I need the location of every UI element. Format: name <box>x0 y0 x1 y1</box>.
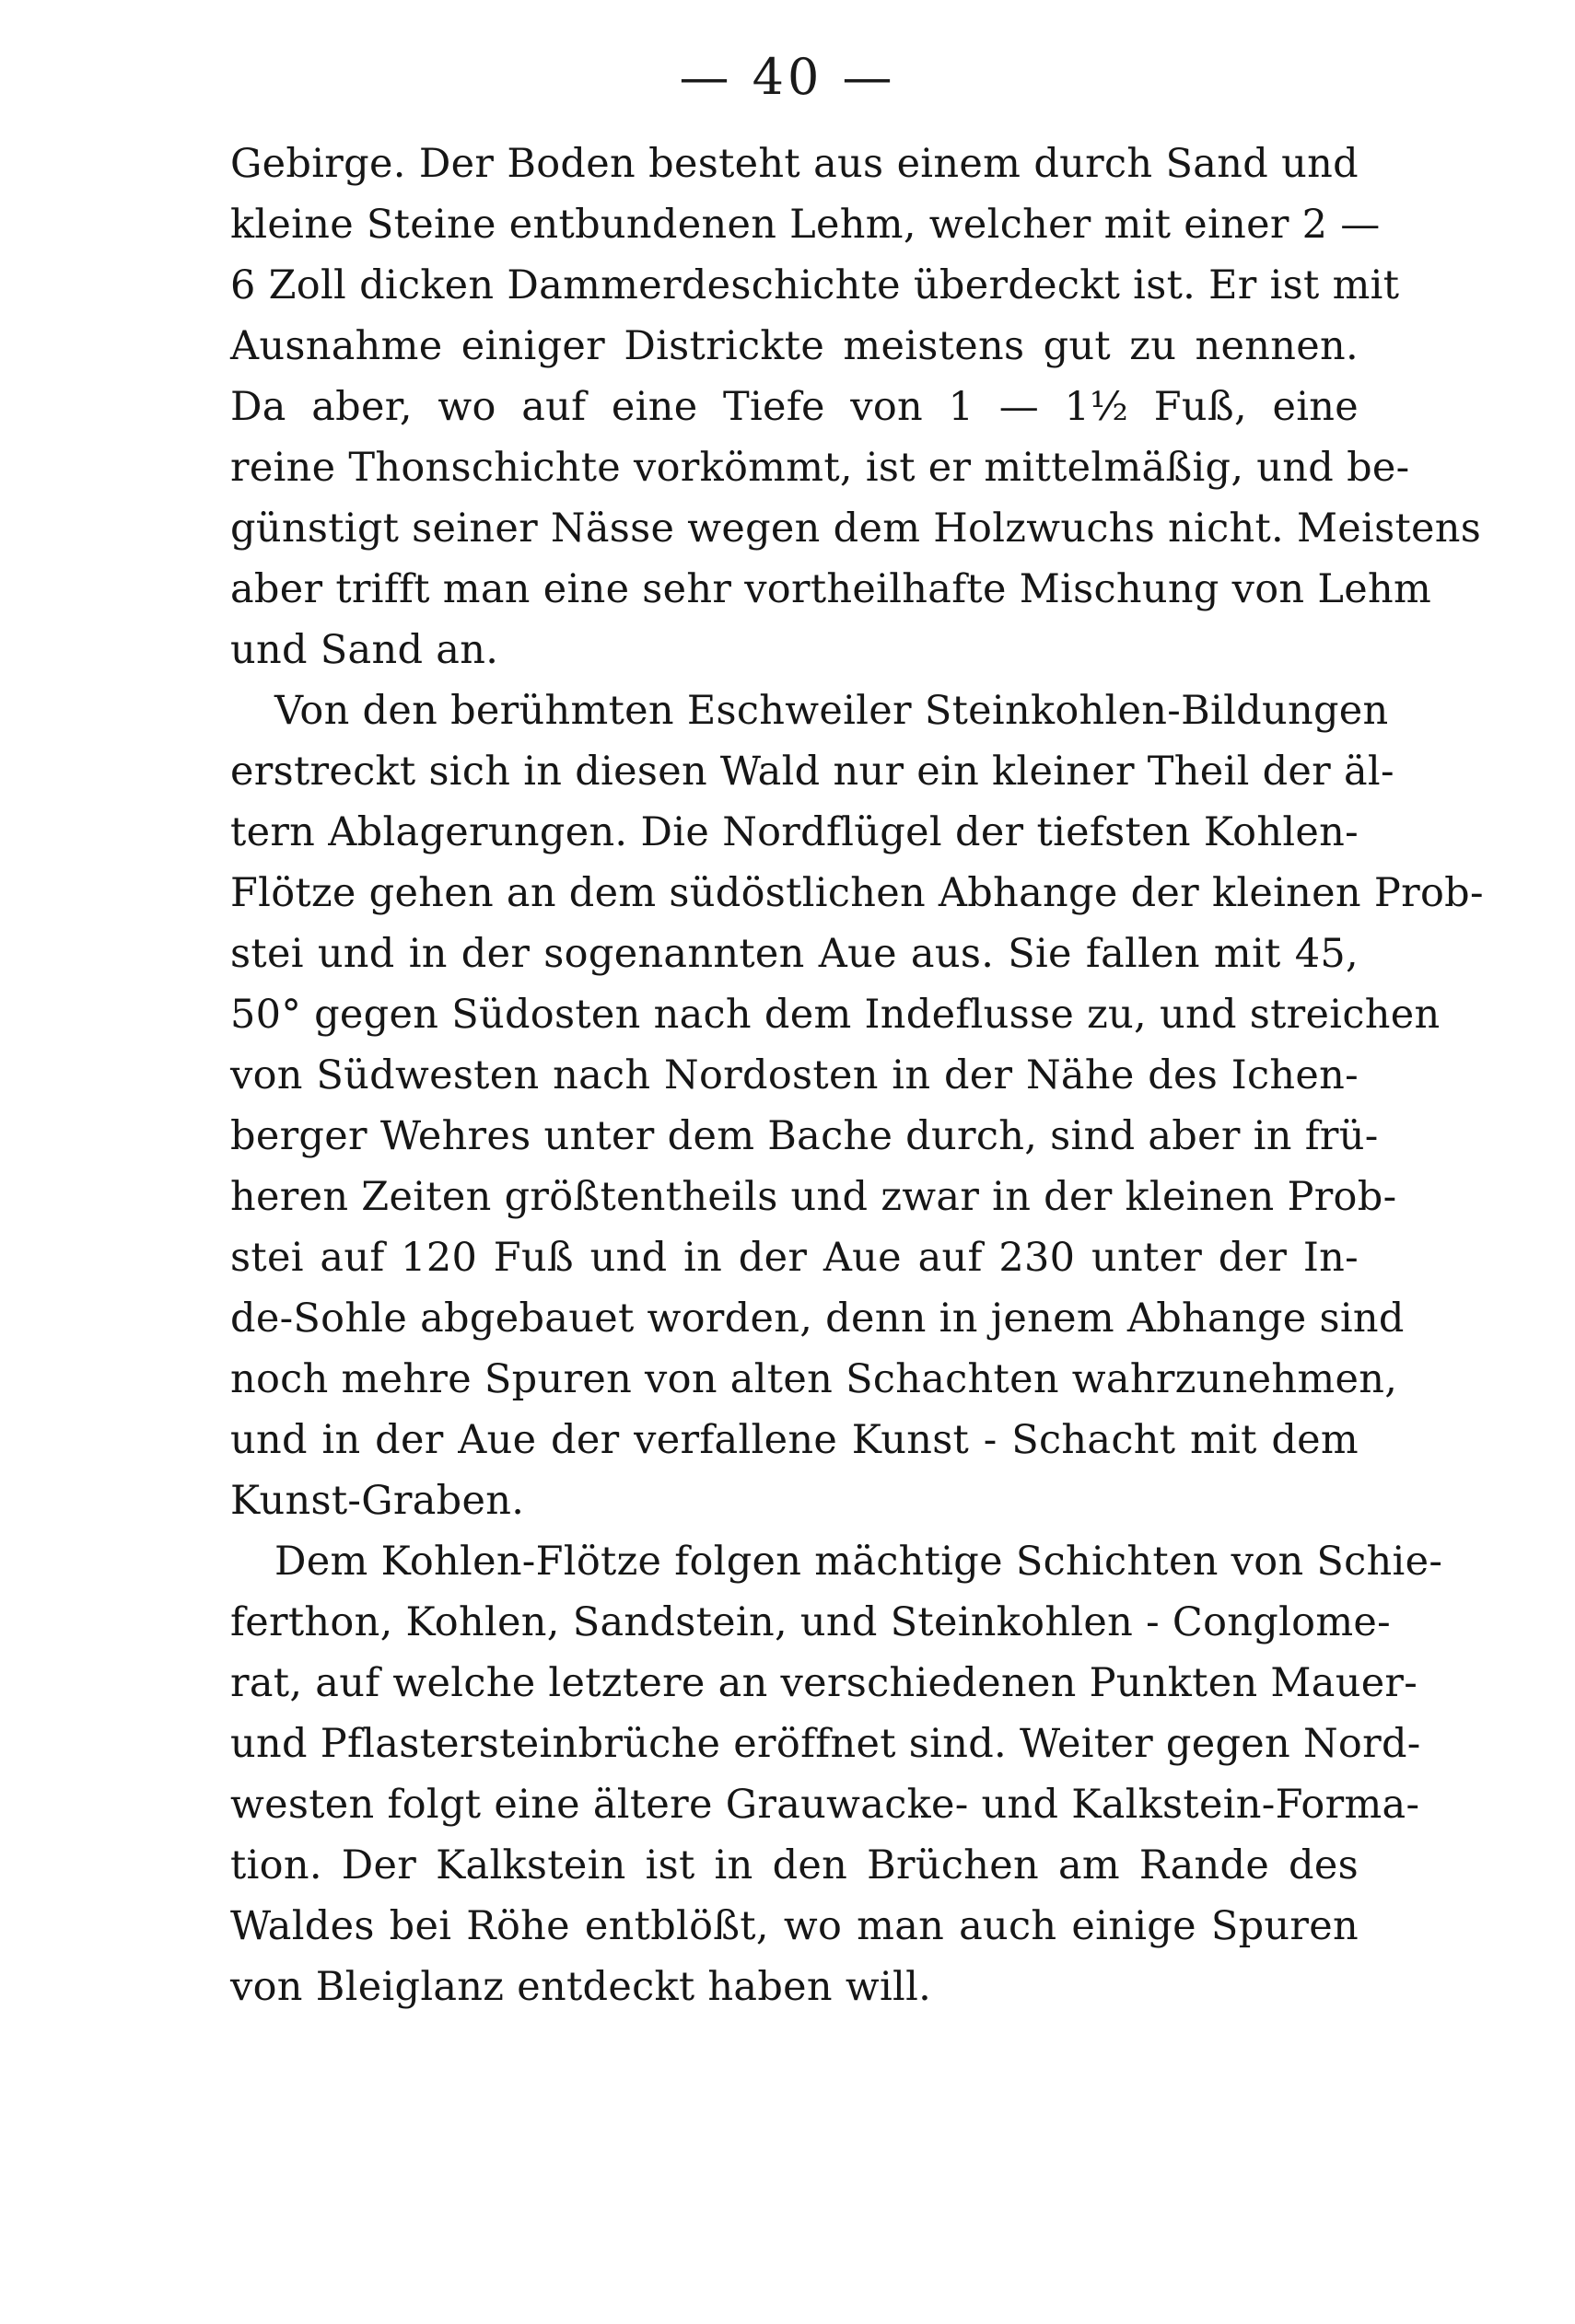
paragraph-2 <box>230 680 1484 1531</box>
text-line: von Südwesten nach Nordosten in der Nähe des Ichen- <box>230 1052 1359 1098</box>
text-line: westen folgt eine ältere Grauwacke- und Kalkstein-Forma- <box>230 1782 1420 1828</box>
text-line: Flötze gehen an dem südöstlichen Abhange der kleinen Prob- <box>230 870 1484 916</box>
text-line: Gebirge. Der Boden besteht aus einem durch Sand und <box>230 141 1359 187</box>
text-line: stei und in der sogenannten Aue aus. Sie fallen mit 45, <box>230 931 1359 977</box>
text-line: tion. Der Kalkstein ist in den Brüchen am Rande des <box>230 1842 1359 1888</box>
text-line: ferthon, Kohlen, Sandstein, und Steinkohlen - Conglome- <box>230 1599 1391 1645</box>
text-line: Von den berühmten Eschweiler Steinkohlen-Bildungen <box>274 688 1389 734</box>
text-line: noch mehre Spuren von alten Schachten wahrzunehmen, <box>230 1356 1398 1402</box>
paragraph-1 <box>230 134 1482 680</box>
text-line: erstreckt sich in diesen Wald nur ein kleiner Theil der äl- <box>230 749 1394 795</box>
text-line: aber trifft man eine sehr vortheilhafte Mischung von Lehm <box>230 566 1432 612</box>
paragraph-3 <box>230 1531 1443 2017</box>
body-text <box>230 134 1484 2017</box>
text-line: günstigt seiner Nässe wegen dem Holzwuchs nicht. Meistens <box>230 505 1482 552</box>
text-line: kleine Steine entbundenen Lehm, welcher mit einer 2 — <box>230 202 1381 248</box>
text-line: 50° gegen Südosten nach dem Indeflusse zu, und streichen <box>230 992 1441 1038</box>
text-line: 6 Zoll dicken Dammerdeschichte überdeckt ist. Er ist mit <box>230 262 1400 308</box>
text-line: Waldes bei Röhe entblößt, wo man auch einige Spuren <box>230 1903 1359 1949</box>
text-line: berger Wehres unter dem Bache durch, sind aber in frü- <box>230 1113 1379 1159</box>
text-line: von Bleiglanz entdeckt haben will. <box>230 1964 932 2010</box>
text-line: reine Thonschichte vorkömmt, ist er mittelmäßig, und be- <box>230 445 1410 491</box>
text-line: rat, auf welche letztere an verschiedenen Punkten Mauer- <box>230 1660 1418 1706</box>
text-line: und Pflastersteinbrüche eröffnet sind. Weiter gegen Nord- <box>230 1721 1421 1767</box>
text-line: tern Ablagerungen. Die Nordflügel der tiefsten Kohlen- <box>230 809 1359 855</box>
text-line: Kunst-Graben. <box>230 1478 525 1524</box>
text-line: und in der Aue der verfallene Kunst - Schacht mit dem <box>230 1417 1359 1463</box>
text-line: heren Zeiten größtentheils und zwar in der kleinen Prob- <box>230 1174 1397 1220</box>
text-line: Ausnahme einiger Districkte meistens gut zu nennen. <box>230 323 1359 369</box>
page-number: — 40 — <box>679 48 896 106</box>
text-line: Da aber, wo auf eine Tiefe von 1 — 1½ Fuß, eine <box>230 384 1359 430</box>
text-line: Dem Kohlen-Flötze folgen mächtige Schichten von Schie- <box>274 1539 1443 1585</box>
text-line: stei auf 120 Fuß und in der Aue auf 230 unter der In- <box>230 1235 1359 1281</box>
text-line: und Sand an. <box>230 627 499 673</box>
text-line: de-Sohle abgebauet worden, denn in jenem Abhange sind <box>230 1296 1405 1342</box>
